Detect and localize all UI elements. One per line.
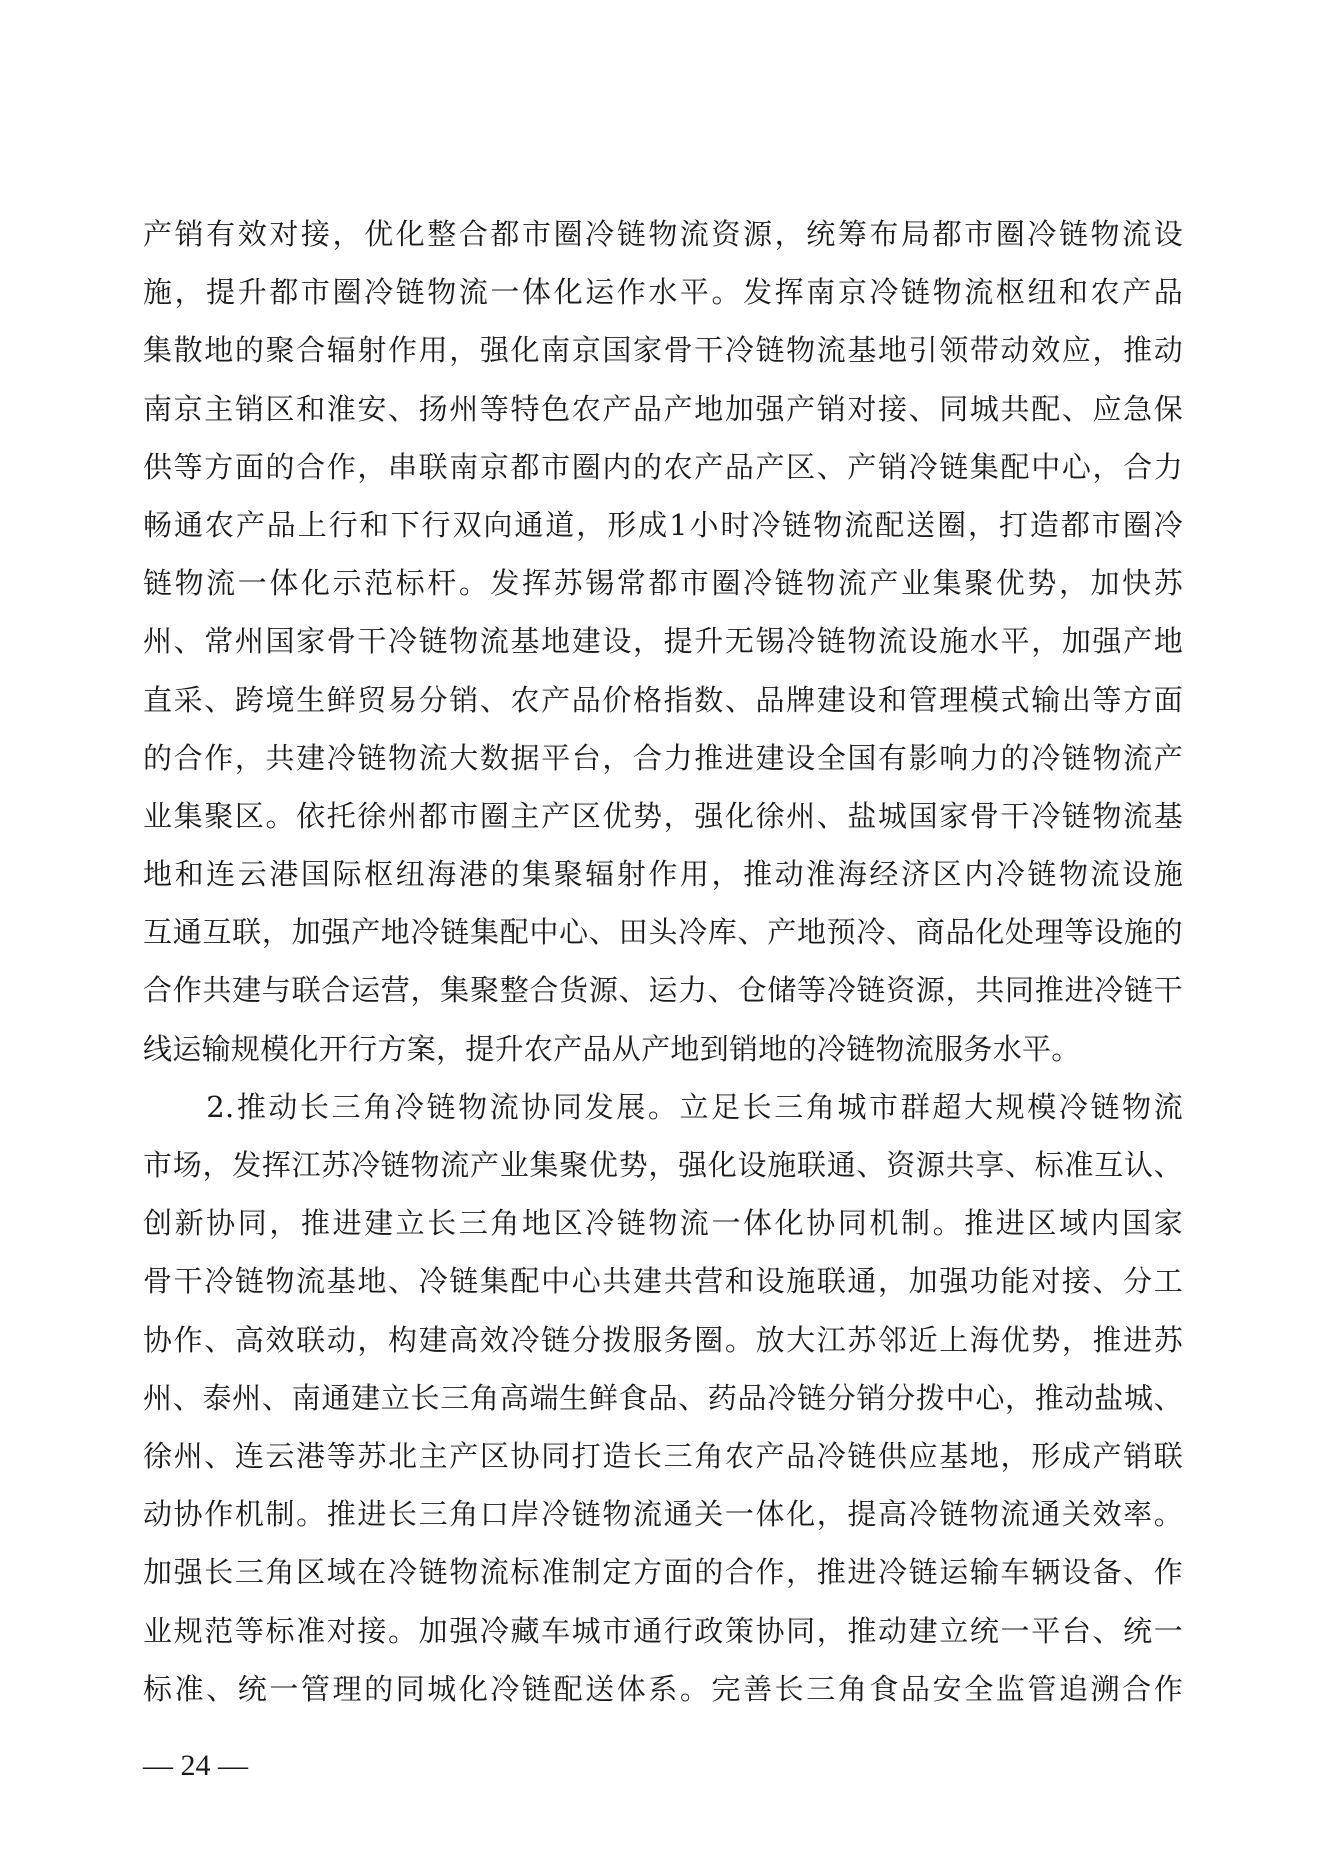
text-line: 产销有效对接，优化整合都市圈冷链物流资源，统筹布局都市圈冷链物流设 xyxy=(143,217,1183,251)
text-line: 创新协同，推进建立长三角地区冷链物流一体化协同机制。推进区域内国家 xyxy=(143,1206,1183,1241)
text-line: 地和连云港国际枢纽海港的集聚辐射作用，推动淮海经济区内冷链物流设施 xyxy=(143,857,1183,892)
text-line: 业规范等标准对接。加强冷藏车城市通行政策协同，推动建立统一平台、统一 xyxy=(143,1613,1183,1648)
text-line: 徐州、连云港等苏北主产区协同打造长三角农产品冷链供应基地，形成产销联 xyxy=(143,1438,1183,1473)
text-line: 业集聚区。依托徐州都市圈主产区优势，强化徐州、盐城国家骨干冷链物流基 xyxy=(143,798,1183,833)
text-line: 骨干冷链物流基地、冷链集配中心共建共营和设施联通，加强功能对接、分工 xyxy=(143,1264,1183,1299)
text-line: 集散地的聚合辐射作用，强化南京国家骨干冷链物流基地引领带动效应，推动 xyxy=(143,333,1183,368)
text-line: 直采、跨境生鲜贸易分销、农产品价格指数、品牌建设和管理模式输出等方面 xyxy=(143,682,1183,717)
text-line: 州、常州国家骨干冷链物流基地建设，提升无锡冷链物流设施水平，加强产地 xyxy=(143,624,1183,659)
text-line: 畅通农产品上行和下行双向通道，形成1小时冷链物流配送圈，打造都市圈冷 xyxy=(143,507,1183,542)
text-line: 南京主销区和淮安、扬州等特色农产品产地加强产销对接、同城共配、应急保 xyxy=(143,391,1183,426)
text-line: 协作、高效联动，构建高效冷链分拨服务圈。放大江苏邻近上海优势，推进苏 xyxy=(143,1322,1183,1357)
text-line: 市场，发挥江苏冷链物流产业集聚优势，强化设施联通、资源共享、标准互认、 xyxy=(143,1148,1183,1182)
text-line: 加强长三角区域在冷链物流标准制定方面的合作，推进冷链运输车辆设备、作 xyxy=(143,1555,1183,1590)
text-line: 标准、统一管理的同城化冷链配送体系。完善长三角食品安全监管追溯合作 xyxy=(143,1671,1183,1706)
text-line: 链物流一体化示范标杆。发挥苏锡常都市圈冷链物流产业集聚优势，加快苏 xyxy=(143,566,1183,601)
page-number: — 24 — xyxy=(143,1749,248,1782)
body-text xyxy=(143,205,1183,1718)
text-line: 施，提升都市圈冷链物流一体化运作水平。发挥南京冷链物流枢纽和农产品 xyxy=(143,275,1183,310)
text-line: 动协作机制。推进长三角口岸冷链物流通关一体化，提高冷链物流通关效率。 xyxy=(143,1497,1183,1532)
text-line: 合作共建与联合运营，集聚整合货源、运力、仓储等冷链资源，共同推进冷链干 xyxy=(143,973,1183,1008)
text-line: 互通互联，加强产地冷链集配中心、田头冷库、产地预冷、商品化处理等设施的 xyxy=(143,915,1183,950)
text-line: 供等方面的合作，串联南京都市圈内的农产品产区、产销冷链集配中心，合力 xyxy=(143,449,1183,484)
text-line: 的合作，共建冷链物流大数据平台，合力推进建设全国有影响力的冷链物流产 xyxy=(143,740,1183,775)
text-line: 2.推动长三角冷链物流协同发展。立足长三角城市群超大规模冷链物流 xyxy=(143,1089,1183,1124)
paragraph-end-line: 线运输规模化开行方案，提升农产品从产地到销地的冷链物流服务水平。 xyxy=(143,1031,1081,1066)
text-line: 州、泰州、南通建立长三角高端生鲜食品、药品冷链分销分拨中心，推动盐城、 xyxy=(143,1380,1183,1415)
